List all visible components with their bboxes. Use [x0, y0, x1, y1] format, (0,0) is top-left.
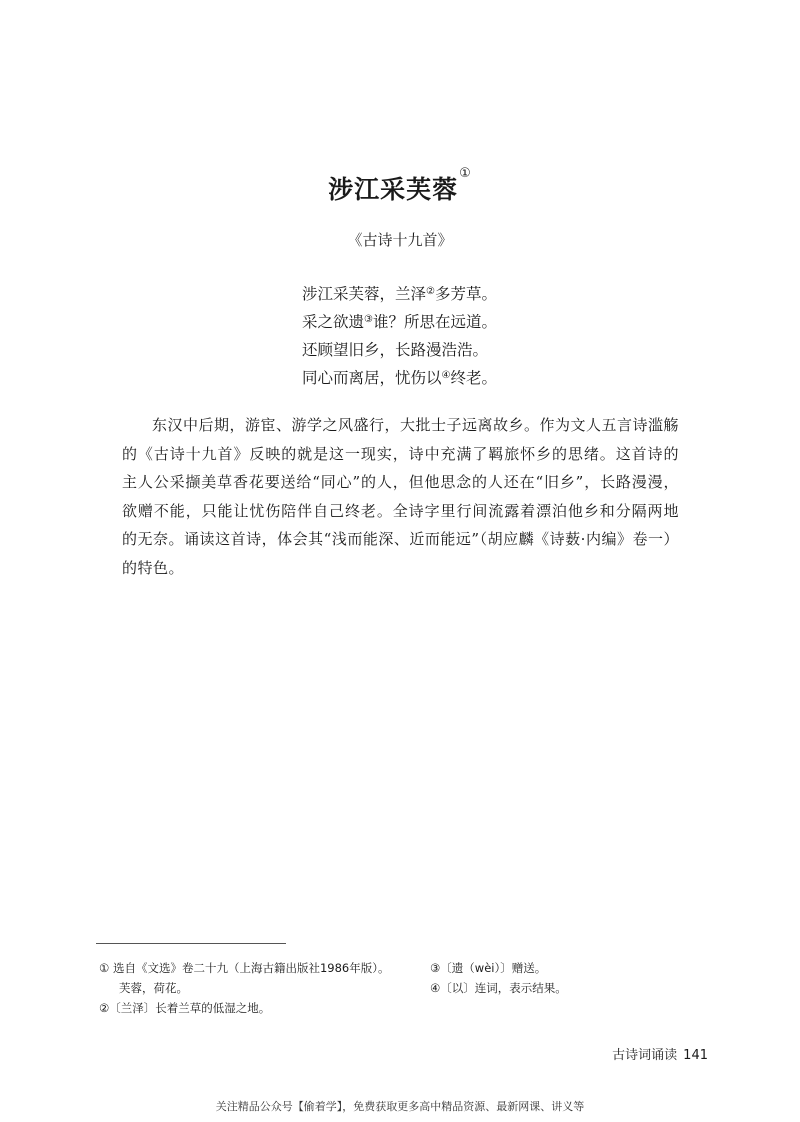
footnote-mark: ② — [426, 286, 435, 297]
footnote-divider — [96, 943, 286, 944]
footnote-3: ③〔遗（wèi）〕赠送。 — [430, 961, 547, 975]
poem-source: 《古诗十九首》 — [347, 231, 453, 249]
poem-body — [302, 280, 622, 392]
poem-line: 同心而离居，忧伤以④终老。 — [302, 369, 497, 387]
poem-line: 采之欲遗③谁？所思在远道。 — [302, 313, 497, 331]
footnotes-right — [430, 958, 730, 998]
poem-line: 涉江采芙蓉，兰泽②多芳草。 — [302, 285, 497, 303]
watermark-text: 关注精品公众号【偷着学】，免费获取更多高中精品资源、最新网课、讲义等 — [215, 1100, 585, 1113]
page-footer — [612, 1044, 708, 1063]
footnote-mark: ④ — [441, 370, 451, 381]
poem-title-text: 涉江采芙蓉 — [328, 175, 459, 204]
footnote-2: ②〔兰泽〕长着兰草的低湿之地。 — [99, 1001, 271, 1015]
intro-paragraph: 东汉中后期，游宦、游学之风盛行，大批士子远离故乡。作为文人五言诗滥觞的《古诗十九首》反映的就是这一现实，诗中充满了羁旅怀乡的思绪。这首诗的主人公采撷美草香花要送给“同心”的人，但他思念的人还在“旧乡”，长路漫漫，欲赠不能，只能让忧伤陪伴自己终老。全诗字里行间流露着漂泊他乡和分隔两地的无奈。诵读这首诗，体会其“浅而能深、近而能远”（胡应麟《诗薮·内编》卷一）的特色。 — [122, 416, 680, 577]
footnotes-left — [99, 958, 419, 1018]
footnote-4: ④〔以〕连词，表示结果。 — [430, 981, 567, 995]
footnote-1-continued: 芙蓉，荷花。 — [119, 981, 188, 995]
page-number: 141 — [683, 1048, 708, 1063]
poem-line: 还顾望旧乡，长路漫浩浩。 — [302, 341, 489, 359]
footnote-mark: ③ — [364, 314, 373, 325]
section-name: 古诗词诵读 — [612, 1048, 678, 1063]
footnote-1: ① 选自《文选》卷二十九（上海古籍出版社1986年版）。 — [99, 961, 390, 975]
footnote-mark: ① — [459, 166, 472, 181]
poem-title — [0, 166, 800, 206]
